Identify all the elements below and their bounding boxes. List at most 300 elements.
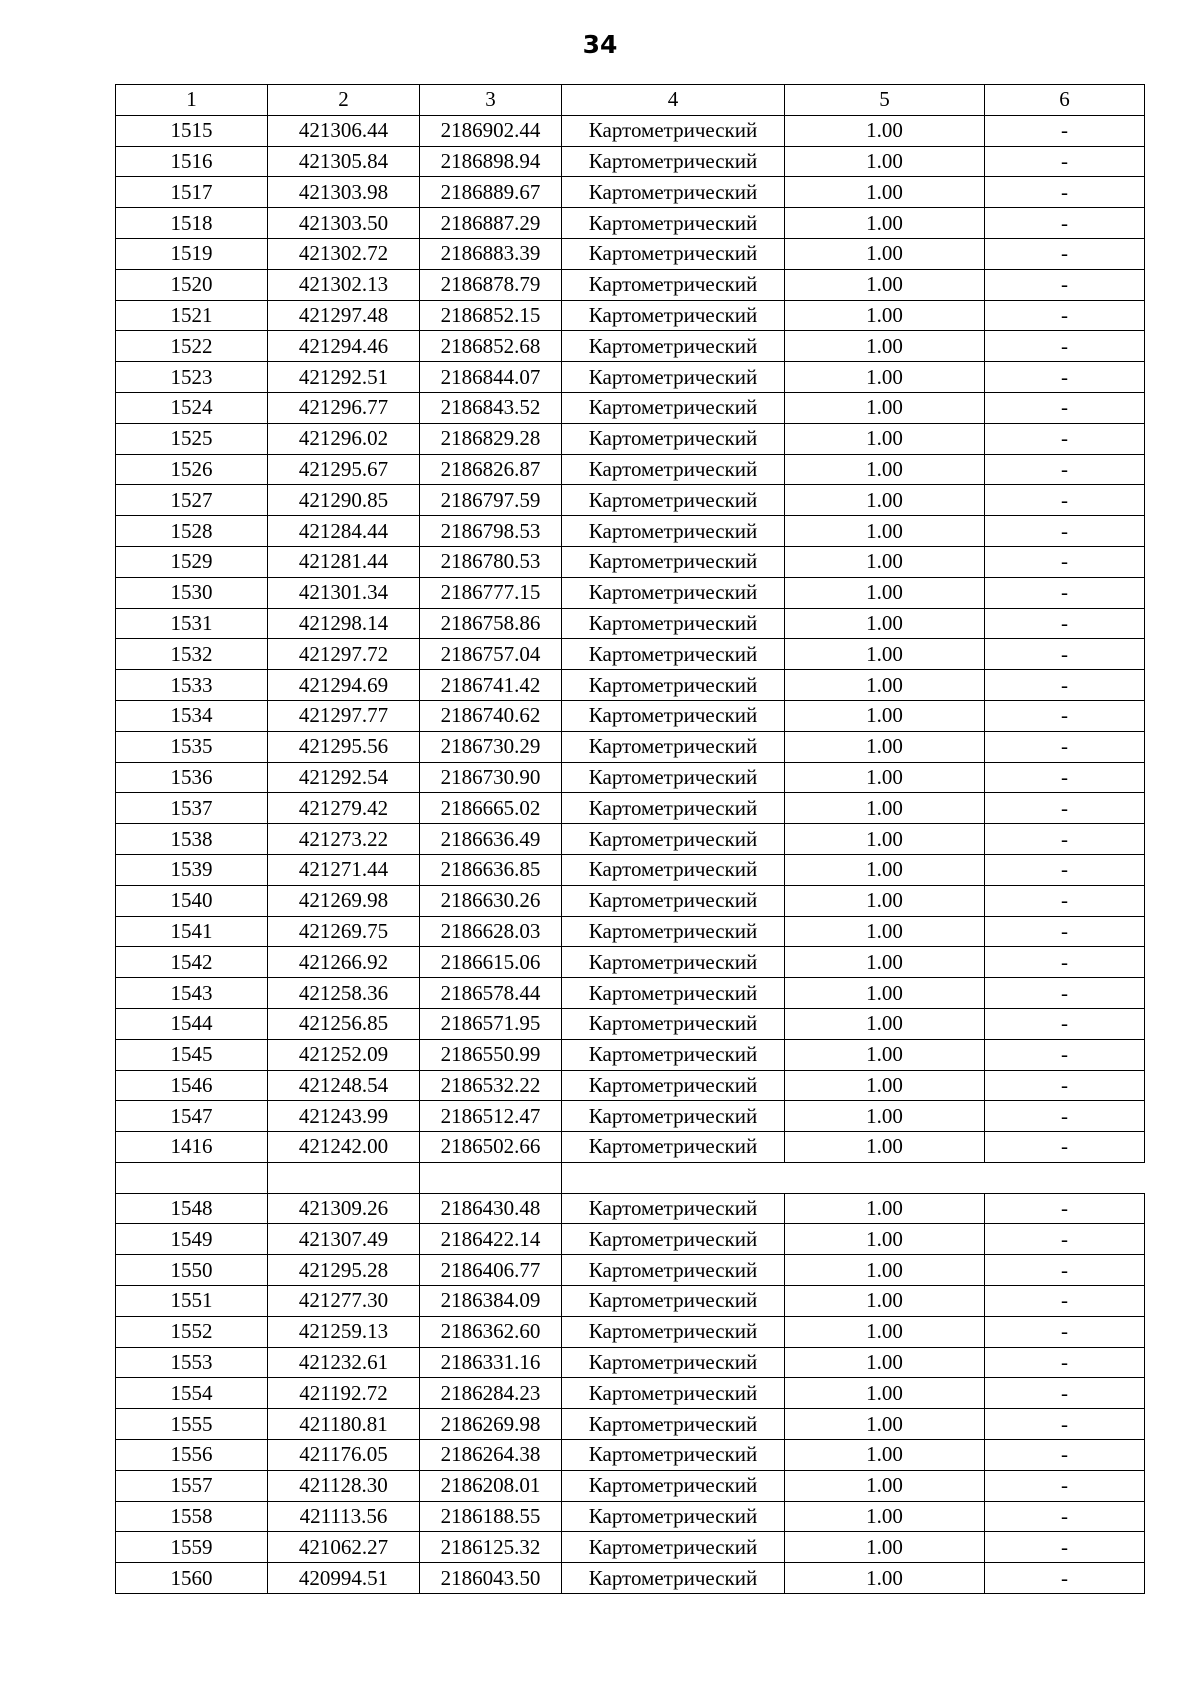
table-cell: 2186898.94 bbox=[420, 146, 562, 177]
header-cell: 5 bbox=[785, 85, 985, 116]
table-cell: 1529 bbox=[116, 546, 268, 577]
table-cell: 1.00 bbox=[785, 177, 985, 208]
table-cell: 2186422.14 bbox=[420, 1224, 562, 1255]
table-cell: 421307.49 bbox=[268, 1224, 420, 1255]
table-cell: 2186887.29 bbox=[420, 208, 562, 239]
table-row bbox=[116, 1286, 1145, 1317]
table-row bbox=[116, 485, 1145, 516]
table-cell: 2186208.01 bbox=[420, 1470, 562, 1501]
table-cell: 1557 bbox=[116, 1470, 268, 1501]
table-cell: 421297.77 bbox=[268, 700, 420, 731]
table-cell: 2186730.29 bbox=[420, 731, 562, 762]
table-cell: 1528 bbox=[116, 516, 268, 547]
table-cell: - bbox=[985, 670, 1145, 701]
table-cell: 421302.72 bbox=[268, 238, 420, 269]
table-cell: Картометрический bbox=[562, 300, 785, 331]
table-cell: 1560 bbox=[116, 1563, 268, 1594]
table-row bbox=[116, 1070, 1145, 1101]
table-cell: 1537 bbox=[116, 793, 268, 824]
table-cell: 421297.48 bbox=[268, 300, 420, 331]
table-cell: 421284.44 bbox=[268, 516, 420, 547]
table-cell: Картометрический bbox=[562, 516, 785, 547]
table-cell: 2186502.66 bbox=[420, 1132, 562, 1163]
table-cell: 1554 bbox=[116, 1378, 268, 1409]
table-cell: 1549 bbox=[116, 1224, 268, 1255]
table-cell: 1.00 bbox=[785, 392, 985, 423]
table-cell: 2186757.04 bbox=[420, 639, 562, 670]
table-cell: - bbox=[985, 516, 1145, 547]
table-cell: 1533 bbox=[116, 670, 268, 701]
table-cell: - bbox=[985, 177, 1145, 208]
page-number: 34 bbox=[582, 30, 618, 59]
table-cell: Картометрический bbox=[562, 854, 785, 885]
table-cell: 421306.44 bbox=[268, 115, 420, 146]
table-cell: - bbox=[985, 1132, 1145, 1163]
table-cell: Картометрический bbox=[562, 824, 785, 855]
table-cell: 421303.50 bbox=[268, 208, 420, 239]
table-row bbox=[116, 1470, 1145, 1501]
table-cell: - bbox=[985, 700, 1145, 731]
table-cell: 2186630.26 bbox=[420, 885, 562, 916]
table-row bbox=[116, 300, 1145, 331]
table-cell: 2186125.32 bbox=[420, 1532, 562, 1563]
table-cell: 2186636.85 bbox=[420, 854, 562, 885]
table-cell: 421062.27 bbox=[268, 1532, 420, 1563]
table-cell: 1.00 bbox=[785, 1193, 985, 1224]
table-row bbox=[116, 854, 1145, 885]
table-cell: Картометрический bbox=[562, 1132, 785, 1163]
table-cell: 1540 bbox=[116, 885, 268, 916]
table-cell: 1522 bbox=[116, 331, 268, 362]
table-cell: 2186384.09 bbox=[420, 1286, 562, 1317]
table-cell: - bbox=[985, 577, 1145, 608]
table-cell: 1532 bbox=[116, 639, 268, 670]
table-cell: 1547 bbox=[116, 1101, 268, 1132]
table-cell: 421295.67 bbox=[268, 454, 420, 485]
table-row bbox=[116, 269, 1145, 300]
table-cell: - bbox=[985, 1563, 1145, 1594]
table-cell: Картометрический bbox=[562, 885, 785, 916]
table-cell: 1555 bbox=[116, 1409, 268, 1440]
table-cell: 1.00 bbox=[785, 1008, 985, 1039]
table-cell: Картометрический bbox=[562, 670, 785, 701]
table-cell: 1.00 bbox=[785, 670, 985, 701]
table-cell: - bbox=[985, 947, 1145, 978]
table-cell: 421296.77 bbox=[268, 392, 420, 423]
table-cell: 421259.13 bbox=[268, 1316, 420, 1347]
table-cell: - bbox=[985, 639, 1145, 670]
table-row bbox=[116, 1347, 1145, 1378]
table-cell: 2186362.60 bbox=[420, 1316, 562, 1347]
table-cell: Картометрический bbox=[562, 454, 785, 485]
table-cell: Картометрический bbox=[562, 1440, 785, 1471]
table-cell: 1.00 bbox=[785, 1501, 985, 1532]
table-row bbox=[116, 1008, 1145, 1039]
table-cell: 1.00 bbox=[785, 1440, 985, 1471]
table-cell: 2186615.06 bbox=[420, 947, 562, 978]
table-cell: 421266.92 bbox=[268, 947, 420, 978]
table-cell: 2186826.87 bbox=[420, 454, 562, 485]
table-cell: Картометрический bbox=[562, 1224, 785, 1255]
table-cell: 1.00 bbox=[785, 1409, 985, 1440]
table-cell: 1.00 bbox=[785, 1532, 985, 1563]
table-cell: - bbox=[985, 1039, 1145, 1070]
table-cell: - bbox=[985, 546, 1145, 577]
table-cell: - bbox=[985, 115, 1145, 146]
table-cell: Картометрический bbox=[562, 1070, 785, 1101]
table-row bbox=[116, 177, 1145, 208]
table-row bbox=[116, 392, 1145, 423]
table-cell: 1542 bbox=[116, 947, 268, 978]
table-cell: 421302.13 bbox=[268, 269, 420, 300]
table-cell: - bbox=[985, 1347, 1145, 1378]
table-cell: 1556 bbox=[116, 1440, 268, 1471]
table-cell: 1539 bbox=[116, 854, 268, 885]
empty-cell bbox=[116, 1162, 268, 1193]
table-cell: 421295.56 bbox=[268, 731, 420, 762]
table-cell: - bbox=[985, 146, 1145, 177]
header-cell: 3 bbox=[420, 85, 562, 116]
table-cell: - bbox=[985, 793, 1145, 824]
table-cell: - bbox=[985, 608, 1145, 639]
table-row bbox=[116, 947, 1145, 978]
table-cell: Картометрический bbox=[562, 485, 785, 516]
table-cell: - bbox=[985, 1070, 1145, 1101]
table-cell: - bbox=[985, 854, 1145, 885]
header-row bbox=[116, 85, 1145, 116]
table-cell: Картометрический bbox=[562, 793, 785, 824]
table-cell: - bbox=[985, 331, 1145, 362]
table-row bbox=[116, 1563, 1145, 1594]
table-cell: Картометрический bbox=[562, 1409, 785, 1440]
table-cell: 1551 bbox=[116, 1286, 268, 1317]
empty-cell bbox=[562, 1162, 1145, 1193]
table-cell: 2186043.50 bbox=[420, 1563, 562, 1594]
table-row bbox=[116, 608, 1145, 639]
table-row bbox=[116, 115, 1145, 146]
table-cell: - bbox=[985, 300, 1145, 331]
table-cell: Картометрический bbox=[562, 1378, 785, 1409]
table-cell: Картометрический bbox=[562, 1286, 785, 1317]
table-cell: 1.00 bbox=[785, 1224, 985, 1255]
table-cell: 1536 bbox=[116, 762, 268, 793]
table-cell: 1525 bbox=[116, 423, 268, 454]
table-cell: - bbox=[985, 824, 1145, 855]
table-cell: - bbox=[985, 1409, 1145, 1440]
table-cell: 1524 bbox=[116, 392, 268, 423]
table-cell: 1517 bbox=[116, 177, 268, 208]
table-row bbox=[116, 1532, 1145, 1563]
table-cell: - bbox=[985, 454, 1145, 485]
table-cell: 2186264.38 bbox=[420, 1440, 562, 1471]
table-cell: 2186730.90 bbox=[420, 762, 562, 793]
table-cell: 421305.84 bbox=[268, 146, 420, 177]
table-cell: - bbox=[985, 1224, 1145, 1255]
table-cell: 2186883.39 bbox=[420, 238, 562, 269]
table-row bbox=[116, 1501, 1145, 1532]
table-cell: - bbox=[985, 1286, 1145, 1317]
table-row bbox=[116, 639, 1145, 670]
table-cell: 2186780.53 bbox=[420, 546, 562, 577]
table-cell: 1.00 bbox=[785, 731, 985, 762]
table-row bbox=[116, 700, 1145, 731]
table-cell: 421242.00 bbox=[268, 1132, 420, 1163]
table-cell: 1516 bbox=[116, 146, 268, 177]
table-cell: 421113.56 bbox=[268, 1501, 420, 1532]
table-cell: - bbox=[985, 731, 1145, 762]
table-cell: Картометрический bbox=[562, 392, 785, 423]
table-row bbox=[116, 362, 1145, 393]
table-cell: 1416 bbox=[116, 1132, 268, 1163]
table-cell: 1.00 bbox=[785, 854, 985, 885]
table-row bbox=[116, 1193, 1145, 1224]
table-row bbox=[116, 423, 1145, 454]
table-cell: 1.00 bbox=[785, 1563, 985, 1594]
table-row bbox=[116, 1132, 1145, 1163]
table-cell: Картометрический bbox=[562, 731, 785, 762]
table-cell: 1.00 bbox=[785, 454, 985, 485]
table-cell: 1.00 bbox=[785, 885, 985, 916]
table-row bbox=[116, 793, 1145, 824]
table-cell: 1.00 bbox=[785, 269, 985, 300]
table-row bbox=[116, 331, 1145, 362]
table-row bbox=[116, 762, 1145, 793]
table-cell: Картометрический bbox=[562, 1039, 785, 1070]
table-cell: Картометрический bbox=[562, 546, 785, 577]
table-cell: 1546 bbox=[116, 1070, 268, 1101]
table-cell: 420994.51 bbox=[268, 1563, 420, 1594]
table-cell: 421279.42 bbox=[268, 793, 420, 824]
table-cell: 421303.98 bbox=[268, 177, 420, 208]
table-cell: Картометрический bbox=[562, 423, 785, 454]
table-cell: 1.00 bbox=[785, 1470, 985, 1501]
table-cell: Картометрический bbox=[562, 1501, 785, 1532]
table-cell: 1.00 bbox=[785, 423, 985, 454]
separator-row bbox=[116, 1162, 1145, 1193]
table-cell: Картометрический bbox=[562, 639, 785, 670]
table-cell: 1531 bbox=[116, 608, 268, 639]
table-cell: - bbox=[985, 1501, 1145, 1532]
table-cell: 1550 bbox=[116, 1255, 268, 1286]
table-cell: 1.00 bbox=[785, 762, 985, 793]
table-cell: 2186889.67 bbox=[420, 177, 562, 208]
header-cell: 1 bbox=[116, 85, 268, 116]
header-cell: 6 bbox=[985, 85, 1145, 116]
table-cell: 421248.54 bbox=[268, 1070, 420, 1101]
table-cell: 421309.26 bbox=[268, 1193, 420, 1224]
table-cell: 1526 bbox=[116, 454, 268, 485]
table-cell: 1.00 bbox=[785, 516, 985, 547]
table-cell: 1.00 bbox=[785, 577, 985, 608]
table-cell: Картометрический bbox=[562, 916, 785, 947]
table-cell: 421292.51 bbox=[268, 362, 420, 393]
table-cell: 1.00 bbox=[785, 1039, 985, 1070]
table-cell: 2186852.15 bbox=[420, 300, 562, 331]
header-cell: 2 bbox=[268, 85, 420, 116]
table-cell: 1519 bbox=[116, 238, 268, 269]
table-cell: 421301.34 bbox=[268, 577, 420, 608]
table-cell: - bbox=[985, 423, 1145, 454]
table-cell: 1553 bbox=[116, 1347, 268, 1378]
table-cell: - bbox=[985, 885, 1145, 916]
table-cell: 1558 bbox=[116, 1501, 268, 1532]
table-row bbox=[116, 1409, 1145, 1440]
table-cell: - bbox=[985, 978, 1145, 1009]
table-cell: 421252.09 bbox=[268, 1039, 420, 1070]
table-cell: Картометрический bbox=[562, 1193, 785, 1224]
table-cell: 421277.30 bbox=[268, 1286, 420, 1317]
table-row bbox=[116, 1378, 1145, 1409]
table-cell: 1515 bbox=[116, 115, 268, 146]
table-row bbox=[116, 1224, 1145, 1255]
table-cell: 2186550.99 bbox=[420, 1039, 562, 1070]
table-cell: Картометрический bbox=[562, 1532, 785, 1563]
table-cell: 1521 bbox=[116, 300, 268, 331]
table-cell: Картометрический bbox=[562, 1255, 785, 1286]
table-cell: 2186512.47 bbox=[420, 1101, 562, 1132]
table-cell: Картометрический bbox=[562, 978, 785, 1009]
table-cell: 421273.22 bbox=[268, 824, 420, 855]
table-cell: - bbox=[985, 1440, 1145, 1471]
table-cell: 2186665.02 bbox=[420, 793, 562, 824]
table-row bbox=[116, 146, 1145, 177]
coordinates-table bbox=[115, 84, 1145, 1194]
table-cell: 421180.81 bbox=[268, 1409, 420, 1440]
table-cell: 421298.14 bbox=[268, 608, 420, 639]
table-cell: - bbox=[985, 1008, 1145, 1039]
table-cell: 2186406.77 bbox=[420, 1255, 562, 1286]
table-row bbox=[116, 1255, 1145, 1286]
table-cell: - bbox=[985, 762, 1145, 793]
table-cell: 421256.85 bbox=[268, 1008, 420, 1039]
table-cell: 2186797.59 bbox=[420, 485, 562, 516]
table-cell: 2186843.52 bbox=[420, 392, 562, 423]
table-cell: - bbox=[985, 362, 1145, 393]
table-cell: 1530 bbox=[116, 577, 268, 608]
table-cell: 2186636.49 bbox=[420, 824, 562, 855]
table-cell: 1.00 bbox=[785, 300, 985, 331]
table-cell: 1543 bbox=[116, 978, 268, 1009]
table-cell: 2186628.03 bbox=[420, 916, 562, 947]
table-cell: 2186798.53 bbox=[420, 516, 562, 547]
table-cell: - bbox=[985, 1378, 1145, 1409]
table-cell: - bbox=[985, 1101, 1145, 1132]
table-row bbox=[116, 238, 1145, 269]
table-cell: 1538 bbox=[116, 824, 268, 855]
table-cell: 1.00 bbox=[785, 1132, 985, 1163]
table-cell: 2186878.79 bbox=[420, 269, 562, 300]
table-row bbox=[116, 824, 1145, 855]
table-cell: 421271.44 bbox=[268, 854, 420, 885]
table-cell: 1.00 bbox=[785, 146, 985, 177]
table-cell: 1.00 bbox=[785, 1347, 985, 1378]
table-row bbox=[116, 1039, 1145, 1070]
table-cell: 1.00 bbox=[785, 485, 985, 516]
table-cell: 421176.05 bbox=[268, 1440, 420, 1471]
table-cell: 2186741.42 bbox=[420, 670, 562, 701]
table-cell: 2186852.68 bbox=[420, 331, 562, 362]
table-cell: 421281.44 bbox=[268, 546, 420, 577]
table-cell: 1552 bbox=[116, 1316, 268, 1347]
table-cell: Картометрический bbox=[562, 1008, 785, 1039]
table-cell: 2186829.28 bbox=[420, 423, 562, 454]
table-cell: 1548 bbox=[116, 1193, 268, 1224]
table-cell: 1.00 bbox=[785, 947, 985, 978]
table-cell: 1.00 bbox=[785, 978, 985, 1009]
table-cell: 2186571.95 bbox=[420, 1008, 562, 1039]
table-cell: 1520 bbox=[116, 269, 268, 300]
table-row bbox=[116, 577, 1145, 608]
table-cell: 1.00 bbox=[785, 639, 985, 670]
header-cell: 4 bbox=[562, 85, 785, 116]
table-cell: Картометрический bbox=[562, 115, 785, 146]
table-cell: Картометрический bbox=[562, 208, 785, 239]
table-cell: 1.00 bbox=[785, 208, 985, 239]
empty-cell bbox=[268, 1162, 420, 1193]
table-cell: 1.00 bbox=[785, 916, 985, 947]
table-cell: 421243.99 bbox=[268, 1101, 420, 1132]
table-row bbox=[116, 516, 1145, 547]
table-cell: 1534 bbox=[116, 700, 268, 731]
table-cell: 421128.30 bbox=[268, 1470, 420, 1501]
table-cell: 1.00 bbox=[785, 331, 985, 362]
table-cell: 1544 bbox=[116, 1008, 268, 1039]
table-row bbox=[116, 1101, 1145, 1132]
table-cell: Картометрический bbox=[562, 1470, 785, 1501]
table-row bbox=[116, 916, 1145, 947]
table-cell: 1.00 bbox=[785, 700, 985, 731]
table-row bbox=[116, 978, 1145, 1009]
table-row bbox=[116, 1316, 1145, 1347]
table-cell: 2186532.22 bbox=[420, 1070, 562, 1101]
table-cell: 1535 bbox=[116, 731, 268, 762]
table-cell: 1.00 bbox=[785, 1286, 985, 1317]
table-cell: - bbox=[985, 238, 1145, 269]
table-cell: 1.00 bbox=[785, 1101, 985, 1132]
table-cell: Картометрический bbox=[562, 762, 785, 793]
table-cell: - bbox=[985, 1316, 1145, 1347]
table-cell: Картометрический bbox=[562, 608, 785, 639]
table-cell: - bbox=[985, 392, 1145, 423]
table-cell: 421232.61 bbox=[268, 1347, 420, 1378]
table-cell: Картометрический bbox=[562, 238, 785, 269]
table-cell: 2186269.98 bbox=[420, 1409, 562, 1440]
table-cell: 421294.46 bbox=[268, 331, 420, 362]
table-cell: 1.00 bbox=[785, 608, 985, 639]
table-row bbox=[116, 454, 1145, 485]
table-cell: 421269.98 bbox=[268, 885, 420, 916]
table-cell: 1559 bbox=[116, 1532, 268, 1563]
table-cell: Картометрический bbox=[562, 177, 785, 208]
empty-cell bbox=[420, 1162, 562, 1193]
table-cell: Картометрический bbox=[562, 331, 785, 362]
table-cell: - bbox=[985, 1193, 1145, 1224]
table-cell: Картометрический bbox=[562, 947, 785, 978]
table-cell: 1545 bbox=[116, 1039, 268, 1070]
table-cell: 2186902.44 bbox=[420, 115, 562, 146]
table-row bbox=[116, 670, 1145, 701]
table-cell: 421295.28 bbox=[268, 1255, 420, 1286]
table-cell: 1.00 bbox=[785, 238, 985, 269]
table-cell: Картометрический bbox=[562, 1101, 785, 1132]
table-cell: - bbox=[985, 269, 1145, 300]
table-cell: 1541 bbox=[116, 916, 268, 947]
table-cell: 2186758.86 bbox=[420, 608, 562, 639]
table-cell: - bbox=[985, 1532, 1145, 1563]
table-cell: Картометрический bbox=[562, 269, 785, 300]
table-cell: 421269.75 bbox=[268, 916, 420, 947]
table-row bbox=[116, 208, 1145, 239]
